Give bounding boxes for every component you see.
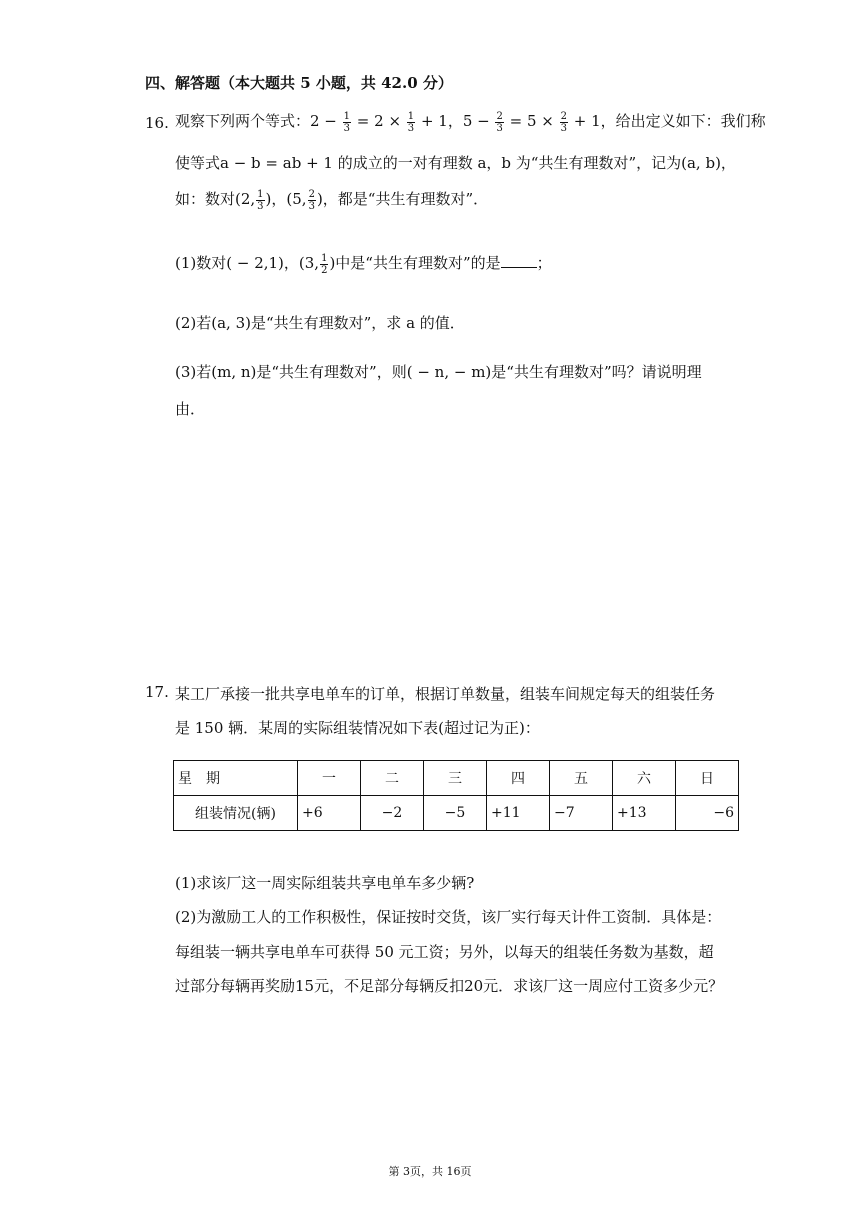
q17-line2: 是 150 辆．某周的实际组装情况如下表(超过记为正)： bbox=[175, 719, 540, 737]
table-cell-value: −6 bbox=[676, 796, 739, 831]
table-cell-value: −5 bbox=[424, 796, 487, 831]
q16-part1-a: (1)数对( − 2,1)，(3, bbox=[175, 254, 320, 272]
q16-part3-line2: 由． bbox=[175, 400, 206, 418]
fraction-denominator: 3 bbox=[308, 200, 315, 212]
table-cell-value: −2 bbox=[361, 796, 424, 831]
fraction-denominator: 3 bbox=[343, 122, 351, 134]
table-cell-day: 五 bbox=[550, 761, 613, 796]
table-header-assembly: 组装情况(辆) bbox=[174, 796, 298, 831]
table-cell-day: 日 bbox=[676, 761, 739, 796]
fraction-denominator: 2 bbox=[321, 264, 328, 276]
fraction-denominator: 3 bbox=[560, 122, 567, 134]
table-row bbox=[174, 796, 739, 831]
table-row bbox=[174, 761, 739, 796]
fraction-denominator: 3 bbox=[257, 200, 264, 212]
q17-number: 17. bbox=[145, 683, 169, 701]
table-cell-day: 二 bbox=[361, 761, 424, 796]
q17-part1: (1)求该厂这一周实际组装共享电单车多少辆? bbox=[175, 874, 475, 892]
fraction-one-third bbox=[343, 111, 351, 134]
table-cell-day: 一 bbox=[298, 761, 361, 796]
fraction-numerator: 1 bbox=[257, 188, 264, 200]
table-cell-value: +6 bbox=[298, 796, 361, 831]
q16-part1 bbox=[175, 252, 552, 276]
fraction-one-third bbox=[407, 111, 415, 134]
q16-line1-a: 观察下列两个等式：2 − bbox=[175, 112, 342, 130]
q16-part2: (2)若(a, 3)是“共生有理数对”，求 a 的值． bbox=[175, 314, 465, 332]
q16-line3-a: 如：数对(2, bbox=[175, 190, 256, 208]
fraction-numerator: 1 bbox=[321, 252, 328, 264]
fraction-numerator: 2 bbox=[308, 188, 315, 200]
q16-line2: 使等式a − b = ab + 1 的成立的一对有理数 a，b 为“共生有理数对”，记为(a, b)， bbox=[175, 154, 736, 172]
fraction-numerator: 2 bbox=[560, 110, 567, 122]
page-footer: 第 3页，共 16页 bbox=[388, 1165, 472, 1178]
fraction-two-thirds bbox=[308, 189, 316, 212]
q17-part2-line2: 每组装一辆共享电单车可获得 50 元工资；另外，以每天的组装任务数为基数，超 bbox=[175, 943, 714, 961]
q16-line3 bbox=[175, 188, 488, 212]
table-cell-value: +13 bbox=[613, 796, 676, 831]
q16-line1 bbox=[175, 110, 766, 134]
fraction-numerator: 1 bbox=[343, 110, 351, 122]
q16-number: 16. bbox=[145, 114, 169, 132]
fraction-numerator: 2 bbox=[496, 110, 503, 122]
table-cell-day: 四 bbox=[487, 761, 550, 796]
q16-line3-b: )，(5, bbox=[265, 190, 307, 208]
assembly-table bbox=[173, 760, 739, 831]
q16-part3-line1: (3)若(m, n)是“共生有理数对”，则( − n, − m)是“共生有理数对”吗？请说明理 bbox=[175, 363, 702, 381]
q16-line1-d: = 5 × bbox=[504, 112, 559, 130]
q16-line3-c: )，都是“共生有理数对”． bbox=[316, 190, 489, 208]
answer-blank bbox=[501, 253, 537, 268]
section-title: 四、解答题（本大题共 5 小题，共 42.0 分） bbox=[145, 74, 453, 92]
fraction-one-half bbox=[320, 253, 328, 276]
q17-part2-line1: (2)为激励工人的工作积极性，保证按时交货，该厂实行每天计件工资制．具体是： bbox=[175, 908, 722, 926]
fraction-one-third bbox=[256, 189, 264, 212]
q16-line1-e: + 1，给出定义如下：我们称 bbox=[568, 112, 766, 130]
fraction-denominator: 3 bbox=[407, 122, 415, 134]
table-header-weekday: 星 期 bbox=[174, 761, 298, 796]
table-cell-value: +11 bbox=[487, 796, 550, 831]
fraction-two-thirds bbox=[560, 111, 568, 134]
q16-part1-b: )中是“共生有理数对”的是 bbox=[329, 254, 501, 272]
fraction-two-thirds bbox=[495, 111, 503, 134]
table-cell-day: 六 bbox=[613, 761, 676, 796]
table-cell-value: −7 bbox=[550, 796, 613, 831]
q16-line1-b: = 2 × bbox=[352, 112, 406, 130]
table-cell-day: 三 bbox=[424, 761, 487, 796]
q16-part1-c: ； bbox=[536, 254, 552, 272]
q16-line1-c: + 1，5 − bbox=[416, 112, 495, 130]
q17-line1: 某工厂承接一批共享电单车的订单，根据订单数量，组装车间规定每天的组装任务 bbox=[175, 685, 716, 703]
q17-part2-line3: 过部分每辆再奖励15元，不足部分每辆反扣20元．求该厂这一周应付工资多少元？ bbox=[175, 977, 724, 995]
fraction-numerator: 1 bbox=[407, 110, 415, 122]
fraction-denominator: 3 bbox=[496, 122, 503, 134]
